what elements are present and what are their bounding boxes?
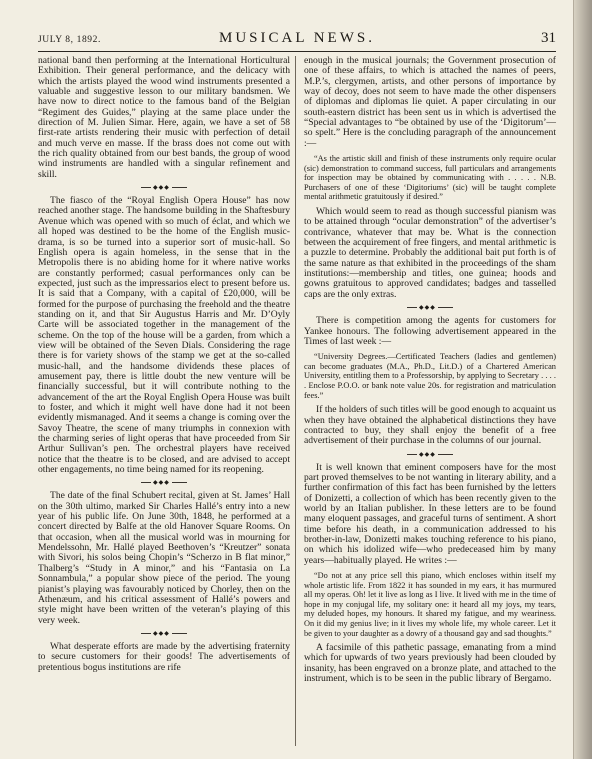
left-paragraph-1: national band then performing at the International Horticultural Exhibition. Their general performance, and the delicacy with which the artists played the wood wind instruments presented a valuable and suggestive lesson to our military bandsmen. We have now to direct notice to the famous band of the Belgian “Regiment des Guides,” playing at the same place under the direction of M. Julien Simar. Here, again, we have a set of 58 first-rate artists rendering their music with perfection of detail and much verve en masse. If the brass does not come out with the rich quality obtained from our best bands, the group of wood wind instruments are handled with a singular refinement and skill. [38,55,290,180]
block-quote-2: “University Degrees.—Certificated Teachers (ladies and gentlemen) can become graduates (M.A., Ph.D., Lit.D.) of a Chartered American University, entitling them to a Professorship, by applying to Secretary . . . . . Enclose P.O.O. or bank note value 20s. for registration and matriculation fees.” [304,352,556,400]
section-separator [38,180,290,196]
block-quote-1: “As the artistic skill and finish of these instruments only require ocular (sic) demonstration to command success, full particulars and arrangements for inspection may be obtained by communicating with . . . . . N.B. Purchasers of one of these ‘Digitoriums’ (sic) will be taught complete mental arithmetic gratuitously if desired.” [304,154,556,202]
left-paragraph-4: What desperate efforts are made by the advertising fraternity to secure customers for their goods! The advertisements of pretentious bogus institutions are rife [38,640,290,673]
right-paragraph-5: It is well known that eminent composers have for the most part proved themselves to be not wanting in literary ability, and a further confirmation of this fact has been furnished by the letters of Donizetti, a collection of which has been recently given to the world by an Italian publisher. In these letters are to be found many eloquent passages, and graceful turns of sentiment. A short time before his death, in a communication addressed to his brother-in-law, Donizetti makes touching reference to his piano, on which his idolized wife—who predeceased him by many years—habitually played. He writes :— [304,461,556,566]
column-divider [295,56,296,746]
section-separator [38,475,290,491]
right-column [304,56,556,685]
right-paragraph-1: enough in the musical journals; the Government prosecution of one of these affairs, to which is attached the names of peers, M.P.’s, clergymen, artists, and other persons of importance by way of decoy, does not seem to have made the other dispensers of diplomas and diplomas lie quiet. A paper circulating in our south-eastern district has been sent us in which is advertised the “Special advantages to “be obtained by use of the ‘Digitorum’—so spelt.” Here is the concluding paragraph of the announcement :— [304,55,556,149]
header-rule [38,51,556,52]
left-paragraph-3: The date of the final Schubert recital, given at St. James’ Hall on the 30th ultimo, marked Sir Charles Hallé’s entry into a new year of his public life. On June 30th, 1848, he performed at a concert directed by Balfe at the old Hanover Square Rooms. On that occasion, when all the musical world was in mourning for Mendelssohn, Mr. Hallé played Beethoven’s “Kreutzer” sonata with Sivori, his solos being Chopin’s “Scherzo in B flat minor,” Thalberg’s “Study in A minor,” and his “Fantasia on La Sonnambula,” a popular show piece of the period. The young pianist’s playing was favourably noticed by Chorley, then on the Athenæum, and his critical assessment of Hallé’s powers and style might have been written of the veteran’s playing of this very week. [38,490,290,626]
right-paragraph-6: A facsimile of this pathetic passage, emanating from a mind which for upwards of two years previously had been clouded by insanity, has been engraved on a bronze plate, and attached to the instrument, which is to be seen in the public library of Bergamo. [304,642,556,685]
book-page-edge [574,0,592,759]
publication-title: MUSICAL NEWS. [219,30,375,46]
page-number: 31 [541,30,556,46]
left-paragraph-2: The fiasco of the “Royal English Opera House” has now reached another stage. The handsome building in the Shaftesbury Avenue which was opened with so much of éclat, and which we all hoped was destined to be the home of the English music-drama, is so be turned into a superior sort of music-hall. So English opera is again homeless, in the sense that in the Metropolis there is no abiding home for it where native works are constantly performed; casual performances only can be expected, just such as the impressarios elect to present before us. It is said that a Company, with a capital of £20,000, will be formed for the purpose of purchasing the freehold and the theatre standing on it, and that Sir Augustus Harris and Mr. D’Oyly Carte will be associated together in the management of the scheme. On the top of the house will be a garden, from which a view will be obtained of the Seven Dials. Considering the rage there is for variety shows of the stamp we get at the so-called music-hall, and the handsome dividends these places of amusement pay, there is little doubt the new venture will be financially successful, but it will contribute nothing to the advancement of the art the Royal English Opera House was built to foster, and which it might well have done had it not been evidently mismanaged. And it seems a change is coming over the Savoy Theatre, the scene of many triumphs in connexion with the charming series of light operas that have proceeded from Sir Arthur Sullivan’s pen. The orchestral players have received notice that the theatre is to be closed, and are advised to accept other engagements, no time being named for its reopening. [38,195,290,476]
block-quote-3: “Do not at any price sell this piano, which encloses within itself my whole artistic life. From 1822 it has sounded in my ears, it has murmured all my operas. Oh! let it live as long as I live. It lived with me in the time of hope in my conjugal life, my solitary one: it heard all my joys, my tears, my deluded hopes, my honours. It shared my fatigue, and my weariness. On it did my genius live; in it lives my whole life, my whole career. Let it be given to your daughter as a dowry of a thousand gay and sad thoughts.” [304,570,556,638]
section-separator [304,447,556,463]
right-paragraph-4: If the holders of such titles will be good enough to acquaint us when they have obtained the alphabetical distinctions they have contracted to buy, they shall enjoy the benefit of a free advertisement of their purchase in the columns of our journal. [304,404,556,447]
right-paragraph-3: There is competition among the agents for customers for Yankee honours. The following advertisement appeared in the Times of last week :— [304,315,556,347]
page-header [38,30,556,48]
issue-date: JULY 8, 1892. [38,35,101,45]
left-column [38,56,290,673]
section-separator [38,626,290,642]
right-paragraph-2: Which would seem to read as though successful pianism was to be attained through “ocular demonstration” of the advertiser’s contrivance, whatever that may be. What is the connection between the acquirement of free fingers, and mental arithmetic is a puzzle to determine. Probably the additional bait put forth is of the same nature as that exhibited in the proceedings of the sham institutions:—membership and titles, one guinea; hoods and gowns gratuitous to approved candidates; badges and tasselled caps are the only extras. [304,206,556,300]
section-separator [304,300,556,316]
